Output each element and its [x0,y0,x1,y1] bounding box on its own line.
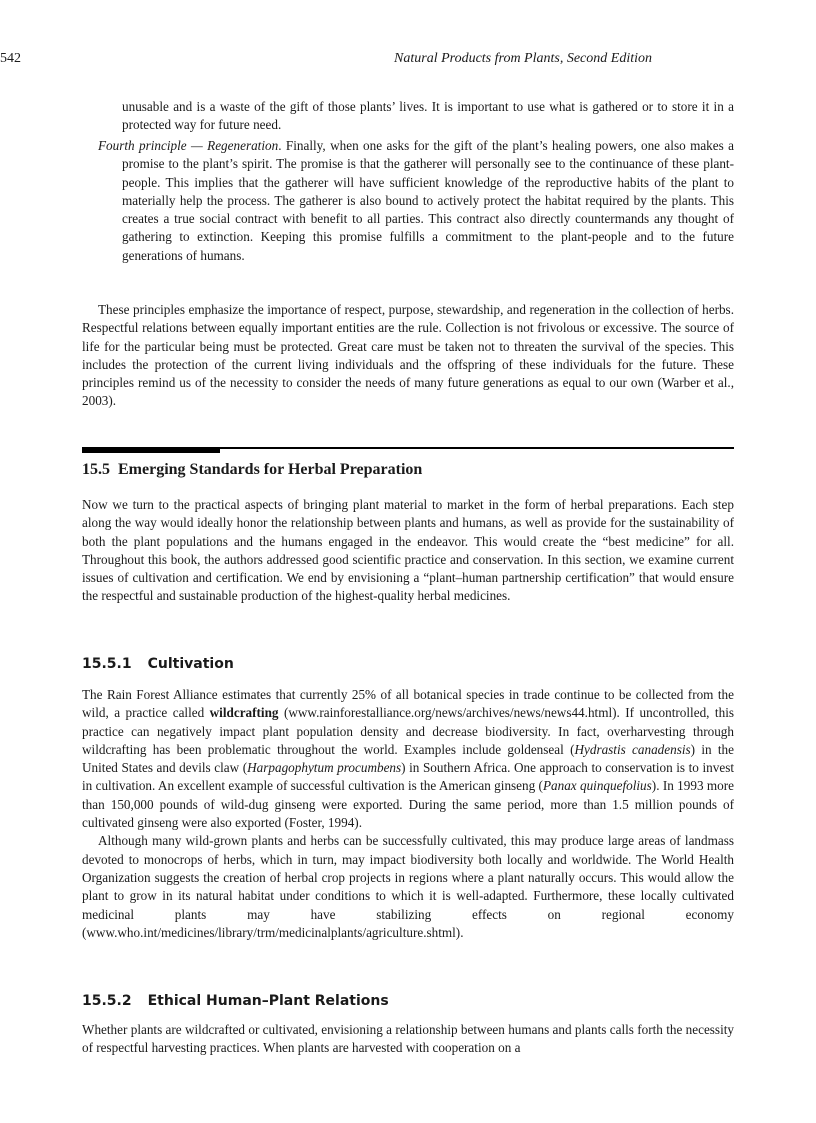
cultivation-paragraph-2: Although many wild-grown plants and herbs can be successfully cultivated, this may produce large areas of landmass devoted to monocrops of herbs, which in turn, may impact biodiversity both locally and worldwide. The World Health Organization suggests the creation of herbal crop projects in regions where a plant naturally occurs. This would allow the plant to grow in its natural habitat under conditions to which it is well-adapted. Furthermore, these locally cultivated medicinal plants may have stabilizing effects on regional economy (www.who.int/medicines/library/trm/medicinalplants/agriculture.shtml). [82,833,734,940]
text-run: ) in Southern Africa. One approach to conservation is to invest in cultivation. An excellent example of successful cultivation is the American ginseng ( [82,760,734,794]
subsection-number: 15.5.1 [82,656,132,672]
subsection-heading-cultivation [82,654,234,674]
section-title: Emerging Standards for Herbal Preparation [118,461,423,478]
cultivation-body [82,686,734,942]
text-run: ) in the United States and devils claw ( [82,741,734,776]
text-run: The Rain Forest Alliance estimates that currently 25% of all botanical species in trade continue to be collected from the wild, a practice called [82,687,734,721]
list-item-continuation: unusable and is a waste of the gift of those plants’ lives. It is important to use what is gathered or to store it in a protected way for future need. [122,99,734,133]
species-name: Harpagophytum procumbens [247,760,402,776]
text-run: ). In 1993 more than 150,000 pounds of wild-dug ginseng were exported. During the same period, more than 1.5 million pounds of cultivated ginseng were also exported (Foster, 1994). [82,778,734,831]
term-wildcrafting: wildcrafting [209,705,279,721]
subsection-title: Cultivation [147,656,234,672]
page-number: 542 [0,51,21,66]
subsection-heading-ethical-relations [82,991,389,1011]
section-heading [82,459,422,481]
summary-paragraph: These principles emphasize the importance of respect, purpose, stewardship, and regeneration in the collection of herbs. Respectful relations between equally important entities are the rule. Collection is not frivolous or excessive. The source of life for the particular being must be protected. Great care must be taken not to threaten the survival of the species. This includes the protection of the current living individuals and the offspring of these individuals for the future. These principles remind us of the necessity to consider the needs of many future generations as equal to our own (Warber et al., 2003). [82,302,734,409]
list-item-fourth-principle [98,137,734,265]
species-name: Panax quinquefolius [542,778,652,794]
section-divider [82,447,734,449]
subsection-title: Ethical Human–Plant Relations [147,993,389,1009]
book-title: Natural Products from Plants, Second Edition [394,51,652,66]
cultivation-paragraph-1 [82,686,734,832]
section-divider-accent [82,447,220,453]
principle-text: . Finally, when one asks for the gift of the plant’s healing powers, one also makes a promise to the plant’s spirit. The promise is that the gatherer will personally see to the continuance of these plant-people. This implies that the gatherer will have sufficient knowledge of the reproductive habits of the plant to materially help the process. The gatherer is also bound to actively protect the habitat required by the plants. This creates a true social contract with benefit to all parties. This contract also directly countermands any thought of gathering to extinction. Keeping this promise fulfills a commitment to the plant-people and to the future generations of humans. [122,138,735,263]
text-run: (www.rainforestalliance.org/news/archives/news/news44.html). If uncontrolled, this practice can negatively impact plant population density and decrease biodiversity. In fact, overharvesting through wildcrafting has been problematic throughout the world. Examples include goldenseal ( [82,705,734,757]
section-intro-paragraph: Now we turn to the practical aspects of bringing plant material to market in the form of herbal preparations. Each step along the way would ideally honor the relationship between plants and humans, as well as provide for the sustainability of both the plant populations and the humans engaged in the endeavor. This would create the “best medicine” for all. Throughout this book, the authors addressed good scientific practice and conservation. In this section, we examine current issues of cultivation and certification. We end by envisioning a “plant–human partnership certification” that would ensure the respectful and sustainable production of the highest-quality herbal medicines. [82,497,734,604]
section-number: 15.5 [82,461,110,478]
species-name: Hydrastis canadensis [574,741,691,757]
subsection-number: 15.5.2 [82,993,132,1009]
principle-label: Fourth principle — Regeneration [98,138,279,153]
ethical-relations-paragraph: Whether plants are wildcrafted or cultivated, envisioning a relationship between humans and plants calls forth the necessity of respectful harvesting practices. When plants are harvested with cooperation on a [82,1022,734,1056]
